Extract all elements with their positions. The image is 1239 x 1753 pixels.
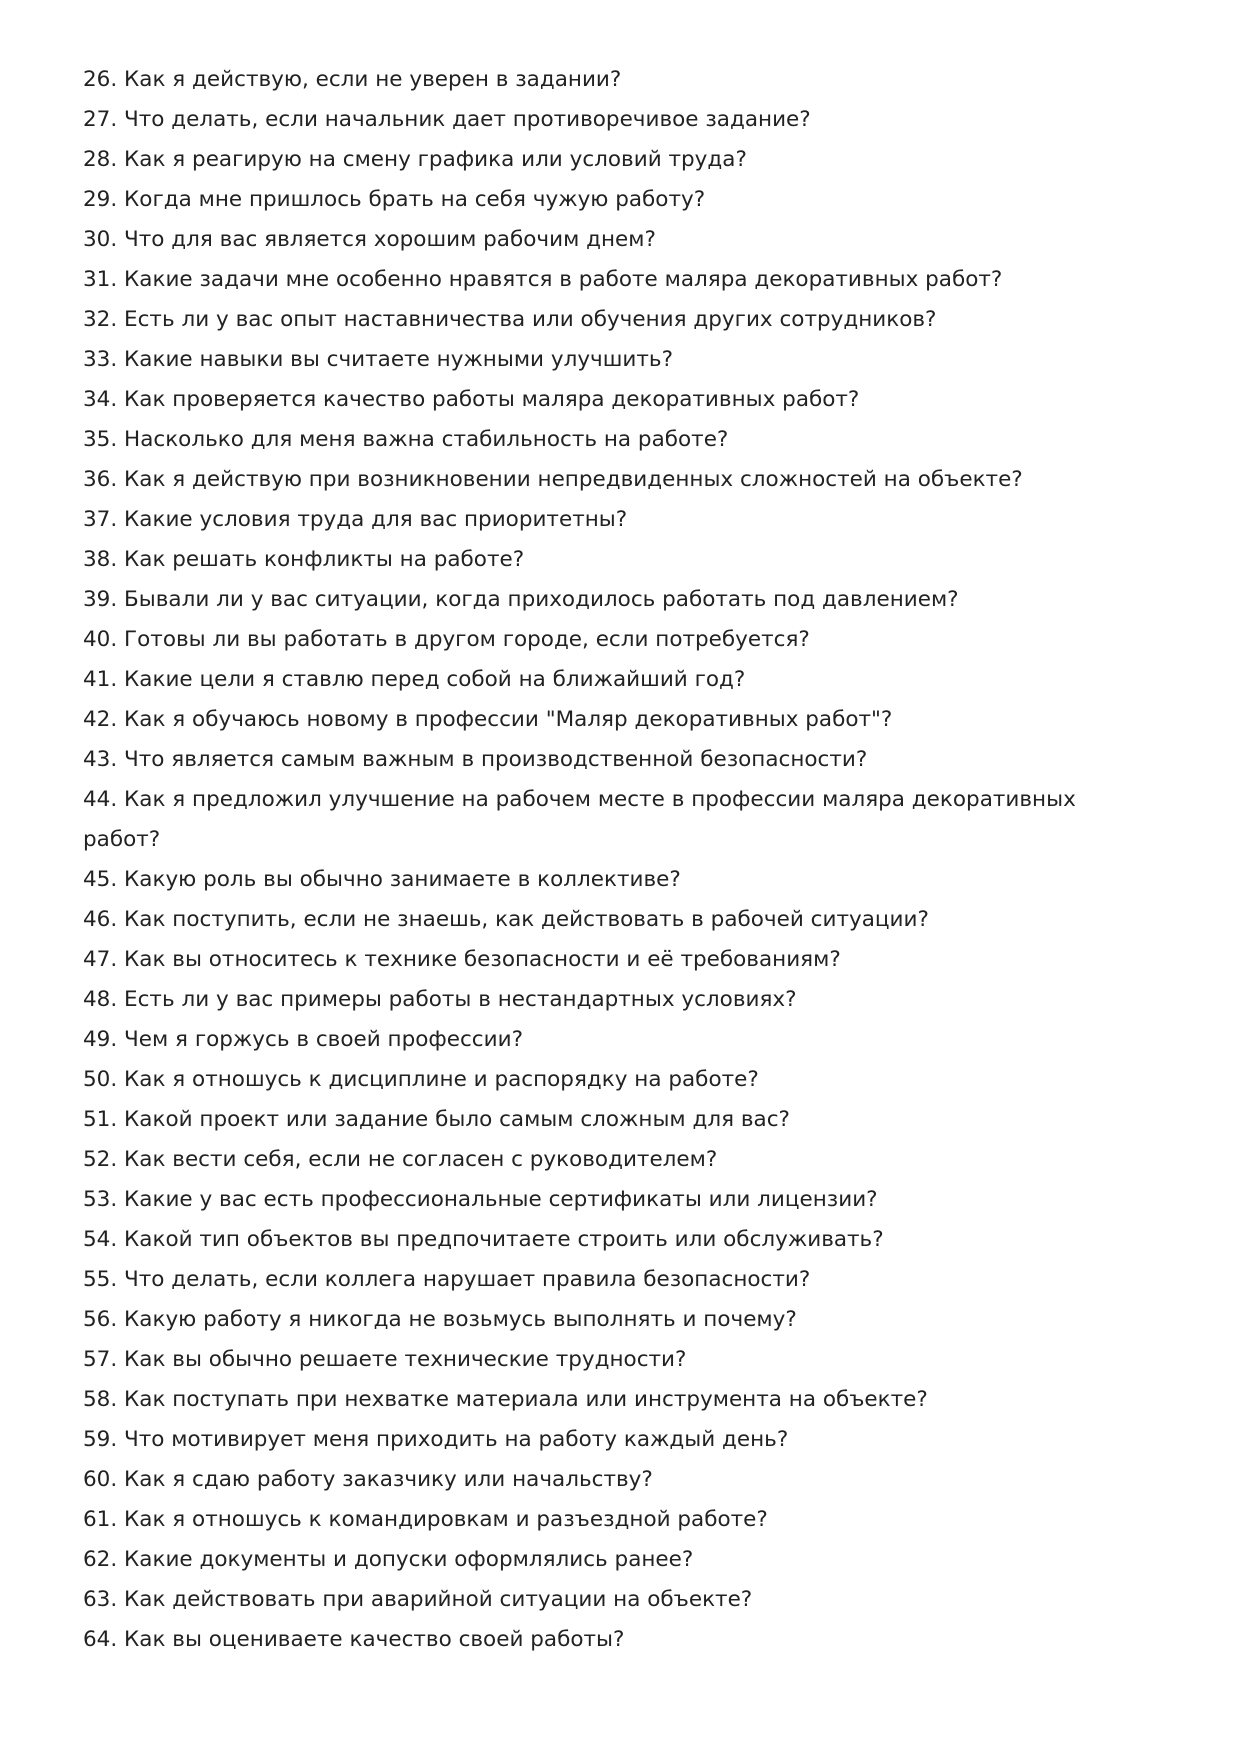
question-list <box>83 60 1093 1660</box>
question-item: 50. Как я отношусь к дисциплине и распорядку на работе? <box>83 1067 759 1092</box>
question-item: 38. Как решать конфликты на работе? <box>83 547 525 572</box>
question-item: 39. Бывали ли у вас ситуации, когда приходилось работать под давлением? <box>83 587 959 612</box>
question-item: 33. Какие навыки вы считаете нужными улучшить? <box>83 347 674 372</box>
question-item: 37. Какие условия труда для вас приоритетны? <box>83 507 628 532</box>
question-item: 28. Как я реагирую на смену графика или условий труда? <box>83 147 747 172</box>
question-item: 45. Какую роль вы обычно занимаете в коллективе? <box>83 867 681 892</box>
question-item: 34. Как проверяется качество работы маляра декоративных работ? <box>83 387 860 412</box>
question-item: 59. Что мотивирует меня приходить на работу каждый день? <box>83 1427 789 1452</box>
question-item: 58. Как поступать при нехватке материала или инструмента на объекте? <box>83 1387 928 1412</box>
question-item: 36. Как я действую при возникновении непредвиденных сложностей на объекте? <box>83 467 1023 492</box>
question-item: 62. Какие документы и допуски оформлялись ранее? <box>83 1547 694 1572</box>
question-item: 29. Когда мне пришлось брать на себя чужую работу? <box>83 187 706 212</box>
question-item: 26. Как я действую, если не уверен в задании? <box>83 67 622 92</box>
question-item: 40. Готовы ли вы работать в другом городе, если потребуется? <box>83 627 810 652</box>
question-item: 31. Какие задачи мне особенно нравятся в работе маляра декоративных работ? <box>83 267 1003 292</box>
question-item: 52. Как вести себя, если не согласен с руководителем? <box>83 1147 718 1172</box>
question-item: 41. Какие цели я ставлю перед собой на ближайший год? <box>83 667 746 692</box>
question-item: 30. Что для вас является хорошим рабочим днем? <box>83 227 656 252</box>
question-item: 57. Как вы обычно решаете технические трудности? <box>83 1347 687 1372</box>
question-item: 46. Как поступить, если не знаешь, как действовать в рабочей ситуации? <box>83 907 929 932</box>
question-item: 35. Насколько для меня важна стабильность на работе? <box>83 427 729 452</box>
question-item: 53. Какие у вас есть профессиональные сертификаты или лицензии? <box>83 1187 878 1212</box>
question-item: 43. Что является самым важным в производственной безопасности? <box>83 747 868 772</box>
question-item: 51. Какой проект или задание было самым сложным для вас? <box>83 1107 790 1132</box>
question-item: 60. Как я сдаю работу заказчику или начальству? <box>83 1467 653 1492</box>
question-item: 63. Как действовать при аварийной ситуации на объекте? <box>83 1587 753 1612</box>
question-item: 54. Какой тип объектов вы предпочитаете строить или обслуживать? <box>83 1227 884 1252</box>
question-item: 55. Что делать, если коллега нарушает правила безопасности? <box>83 1267 811 1292</box>
question-item: 49. Чем я горжусь в своей профессии? <box>83 1027 523 1052</box>
question-item: 48. Есть ли у вас примеры работы в нестандартных условиях? <box>83 987 797 1012</box>
question-item: 27. Что делать, если начальник дает противоречивое задание? <box>83 107 811 132</box>
question-item: 61. Как я отношусь к командировкам и разъездной работе? <box>83 1507 768 1532</box>
question-item: 42. Как я обучаюсь новому в профессии "Маляр декоративных работ"? <box>83 707 893 732</box>
question-item: 56. Какую работу я никогда не возьмусь выполнять и почему? <box>83 1307 797 1332</box>
question-item: 32. Есть ли у вас опыт наставничества или обучения других сотрудников? <box>83 307 937 332</box>
question-item: 47. Как вы относитесь к технике безопасности и её требованиям? <box>83 947 841 972</box>
question-item: 44. Как я предложил улучшение на рабочем месте в профессии маляра декоративных работ? <box>83 787 1076 852</box>
question-item: 64. Как вы оцениваете качество своей работы? <box>83 1627 625 1652</box>
